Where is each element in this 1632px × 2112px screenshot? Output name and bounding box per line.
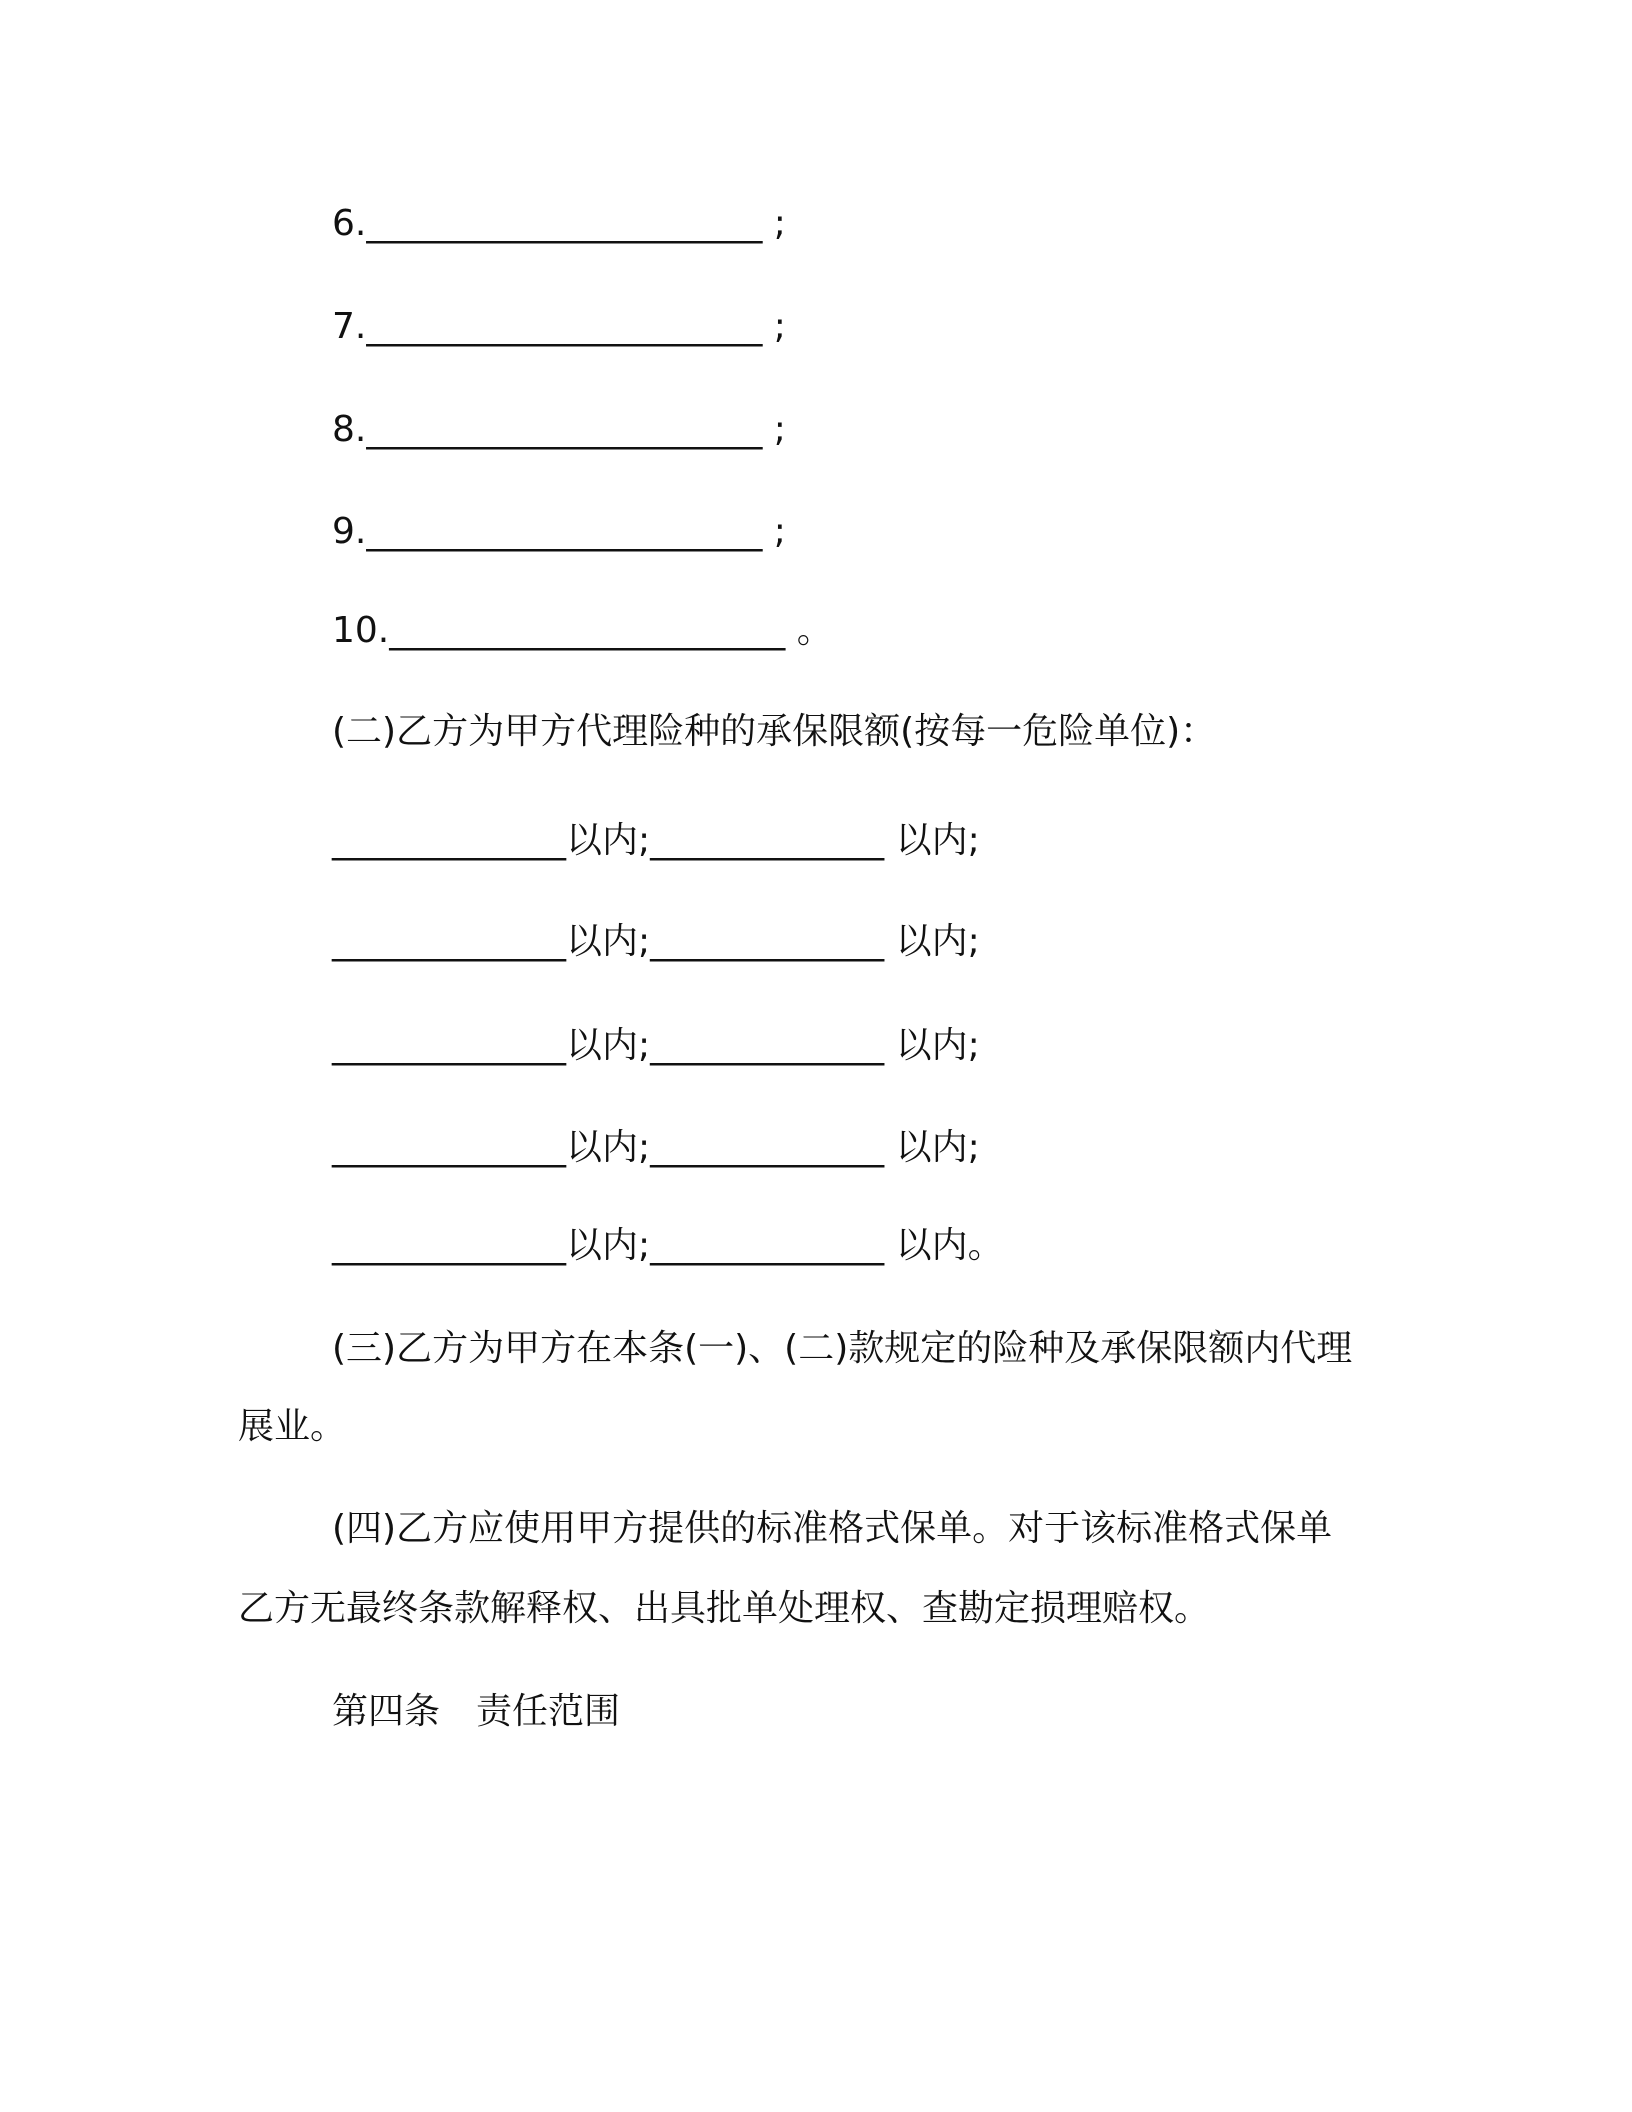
numbered-blank-10: 10.______________________ 。: [332, 610, 833, 651]
numbered-blank-9: 9.______________________ ;: [332, 511, 786, 552]
numbered-blank-6: 6.______________________ ;: [332, 203, 786, 244]
numbered-blank-8: 8.______________________ ;: [332, 409, 786, 450]
section-four-line-1: (四)乙方应使用甲方提供的标准格式保单。对于该标准格式保单: [332, 1508, 1333, 1549]
limit-line-5: _____________以内;_____________ 以内。: [332, 1225, 1004, 1266]
section-three-line-1: (三)乙方为甲方在本条(一)、(二)款规定的险种及承保限额内代理: [332, 1328, 1353, 1369]
limit-line-4: _____________以内;_____________ 以内;: [332, 1127, 980, 1168]
numbered-blank-7: 7.______________________ ;: [332, 306, 786, 347]
section-two-heading: (二)乙方为甲方代理险种的承保限额(按每一危险单位)：: [332, 711, 1217, 752]
article-four-heading: 第四条 责任范围: [332, 1691, 621, 1732]
limit-line-1: _____________以内;_____________ 以内;: [332, 820, 980, 861]
section-three-line-2: 展业。: [238, 1406, 347, 1447]
limit-line-2: _____________以内;_____________ 以内;: [332, 921, 980, 962]
section-four-line-2: 乙方无最终条款解释权、出具批单处理权、查勘定损理赔权。: [238, 1588, 1211, 1629]
limit-line-3: _____________以内;_____________ 以内;: [332, 1025, 980, 1066]
